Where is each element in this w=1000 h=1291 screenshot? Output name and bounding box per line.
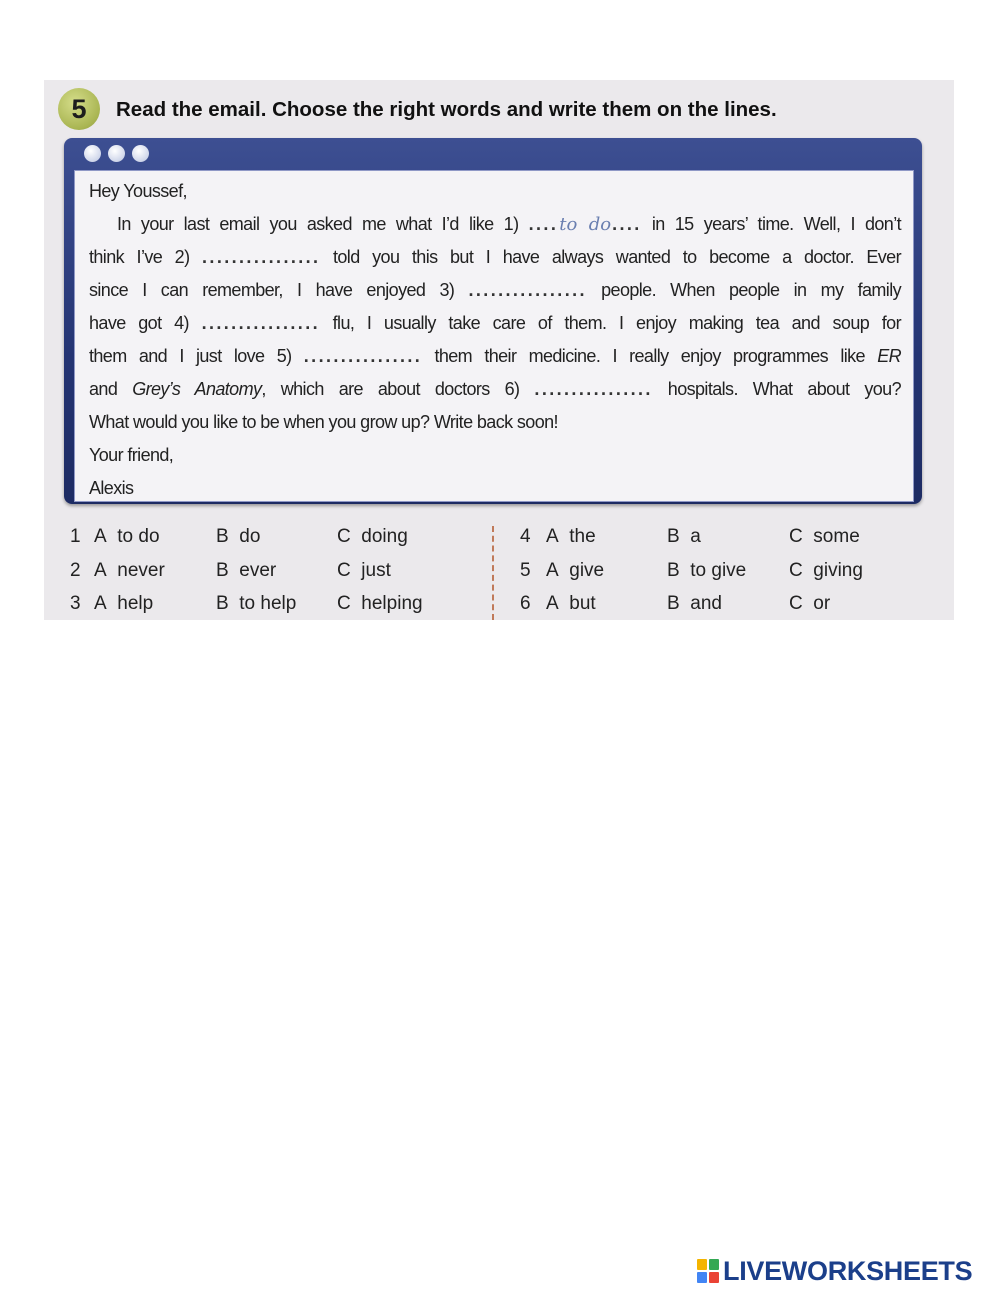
email-signoff: Your friend,	[89, 445, 174, 465]
email-greeting: Hey Youssef,	[89, 181, 187, 201]
answer-blank-5[interactable]: ................	[303, 346, 423, 366]
option-c[interactable]: C giving	[789, 560, 863, 581]
option-b[interactable]: B a	[667, 526, 701, 547]
option-a[interactable]: A the	[546, 526, 596, 547]
option-a[interactable]: A help	[94, 593, 154, 614]
options-row	[44, 593, 954, 623]
window-control-dot-icon	[84, 145, 101, 162]
email-window	[64, 138, 922, 504]
email-line-1: In your last email you asked me what I’d like 1) ....to do.... in 15 years’ time. Well, I don’t	[117, 214, 902, 235]
window-control-dot-icon	[108, 145, 125, 162]
option-a[interactable]: A never	[94, 560, 165, 581]
option-a[interactable]: A give	[546, 560, 605, 581]
option-c[interactable]: C some	[789, 526, 860, 547]
answer-blank-6[interactable]: ................	[534, 379, 653, 399]
option-c[interactable]: C just	[337, 560, 391, 581]
option-c[interactable]: C helping	[337, 593, 423, 614]
liveworksheets-logo	[697, 1256, 972, 1286]
option-c[interactable]: C doing	[337, 526, 408, 547]
answer-blank-1[interactable]: to do	[559, 214, 612, 235]
option-b[interactable]: B to give	[667, 560, 747, 581]
window-control-dot-icon	[132, 145, 149, 162]
email-body	[74, 170, 914, 502]
email-signature: Alexis	[89, 478, 134, 498]
question-number: 3	[70, 593, 81, 614]
option-a[interactable]: A but	[546, 593, 596, 614]
answer-blank-2[interactable]: ................	[202, 247, 321, 267]
option-a[interactable]: A to do	[94, 526, 160, 547]
email-line-3: since I can remember, I have enjoyed 3) ................ people. When people in my family	[89, 280, 902, 300]
answer-blank-4[interactable]: ................	[201, 313, 320, 333]
option-c[interactable]: C or	[789, 593, 831, 614]
answer-options	[44, 520, 954, 620]
email-text	[89, 175, 901, 505]
question-number: 1	[70, 526, 81, 547]
logo-text: LIVEWORKSHEETS	[723, 1255, 973, 1286]
option-b[interactable]: B ever	[216, 560, 277, 581]
option-b[interactable]: B and	[667, 593, 722, 614]
email-window-titlebar	[64, 138, 922, 168]
option-b[interactable]: B do	[216, 526, 261, 547]
email-line-4: have got 4) ................ flu, I usually take care of them. I enjoy making tea and soup for	[89, 313, 901, 333]
exercise-number: 5	[71, 93, 87, 124]
worksheet-scan	[44, 80, 954, 620]
question-number: 5	[520, 560, 531, 581]
exercise-instruction: Read the email. Choose the right words and write them on the lines.	[116, 98, 777, 121]
question-number: 6	[520, 593, 531, 614]
email-line-2: think I’ve 2) ................ told you this but I have always wanted to become a doctor. Ever	[89, 247, 901, 267]
option-b[interactable]: B to help	[216, 593, 297, 614]
question-number: 2	[70, 560, 81, 581]
email-line-7: What would you like to be when you grow up? Write back soon!	[89, 412, 558, 432]
email-line-6: and Grey’s Anatomy, which are about doctors 6) ................ hospitals. What about you?	[89, 379, 901, 399]
liveworksheets-logo-icon	[697, 1259, 719, 1283]
options-row	[44, 560, 954, 590]
options-row	[44, 526, 954, 556]
answer-blank-3[interactable]: ................	[468, 280, 587, 300]
question-number: 4	[520, 526, 531, 547]
email-line-5: them and I just love 5) ................ them their medicine. I really enjoy programmes like ER	[89, 346, 901, 366]
exercise-number-badge	[58, 88, 100, 130]
